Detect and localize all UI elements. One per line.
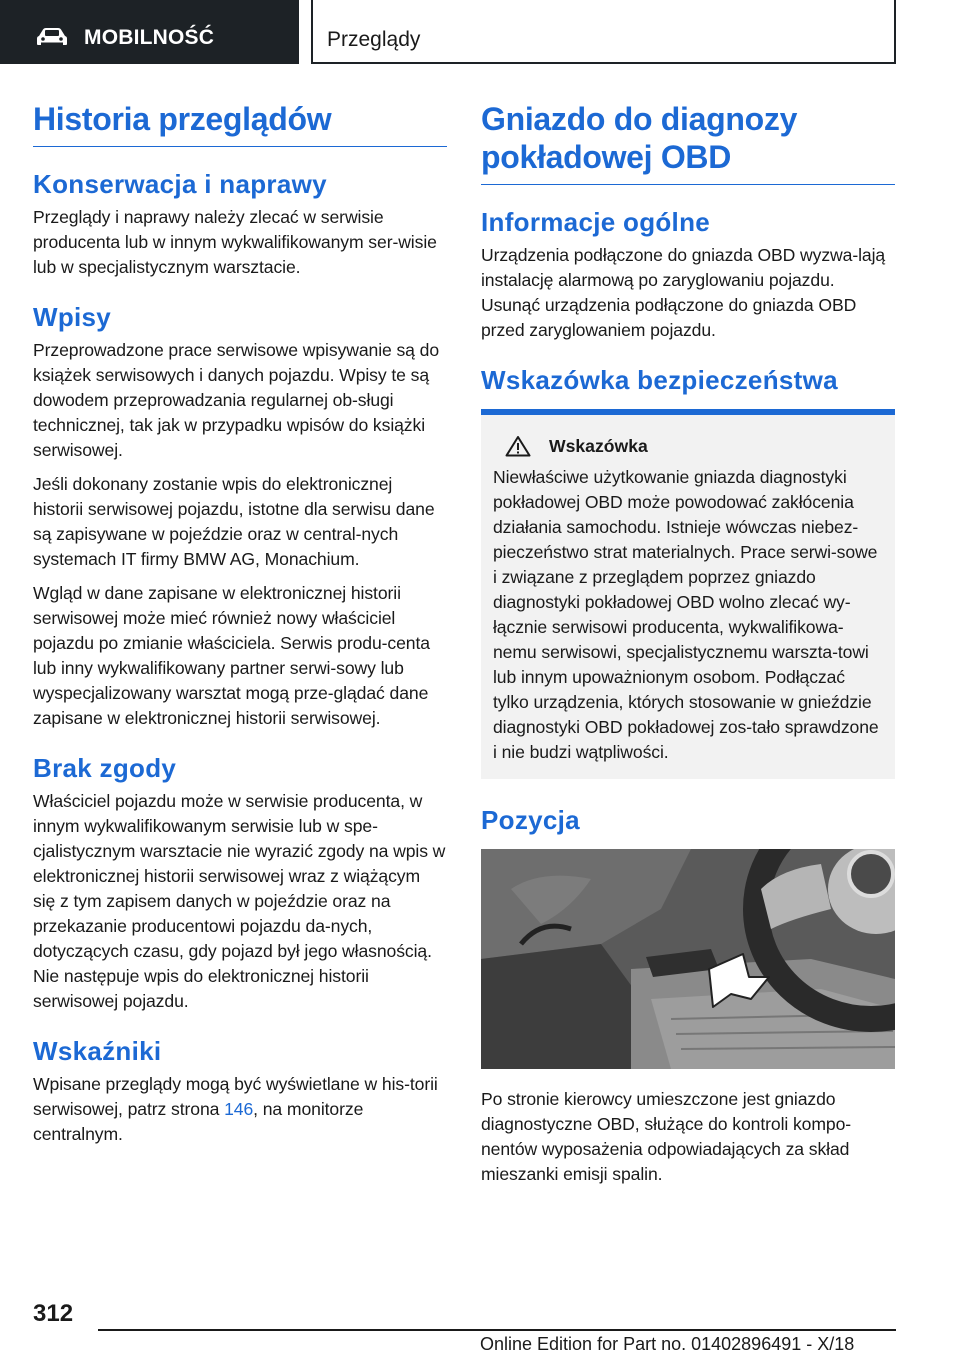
car-icon: [36, 27, 68, 47]
general-info-paragraph: Urządzenia podłączone do gniazda OBD wyzwa-lają instalację alarmową po zaryglowaniu pojazdu. Usunąć urządzenia podłączone do gniazda OBD przed zaryglowaniem pojazdu.: [481, 245, 886, 340]
page-header: [0, 0, 960, 66]
entries-paragraph-2: Jeśli dokonany zostanie wpis do elektronicznej historii serwisowej pojazdu, istotne dla serwisu dane są zapisywane w pojeździe oraz w central-nych systemach IT firmy BMW AG, Monachium.: [33, 474, 435, 569]
safety-note-heading: Wskazówka bezpieczeństwa: [481, 365, 838, 395]
entries-heading: Wpisy: [33, 302, 112, 332]
maintenance-heading: Konserwacja i naprawy: [33, 169, 327, 199]
indicators-paragraph: Wpisane przeglądy mogą być wyświetlane w his-torii serwisowej, patrz strona 146, na monitorze centralnym.: [33, 1074, 438, 1144]
section-label: MOBILNOŚĆ: [84, 26, 215, 49]
note-text: Niewłaściwe użytkowanie gniazda diagnostyki pokładowej OBD może powodować zakłócenia działania samochodu. Istnieje wówczas niebez-pieczeństwo strat materialnych. Prace serwi-sowe i związane z przeglądem poprzez gniazdo diagnostyki pokładowej OBD wolno zlecać wy-łącznie serwisowi producenta, wykwalifikowa-nemu serwisowi, specjalistycznemu warszta-towi lub innym upoważnionym osobom. Podłączać tylko urządzenia, których stosowanie w gnieździe diagnostyki OBD pokładowej zos-tało sprawdzone i nie budzi wątpliwości.: [493, 467, 879, 762]
position-paragraph: Po stronie kierowcy umieszczone jest gniazdo diagnostyczne OBD, służące do kontroli kompo-nentów wyposażenia odpowiadających za skład mieszanki emisji spalin.: [481, 1089, 852, 1184]
no-consent-paragraph: Właściciel pojazdu może w serwisie producenta, w innym wykwalifikowanym serwisie lub w spe-cjalistycznym warsztacie nie wyrazić zgody na wpis w elektronicznej historii serwisowej wraz z wiążącym się z tym zapisem danych w pojeździe oraz na przekazanie producentowi pojazdu da-nych, dotyczących czasu, gdy pojazd był jego własnością. Nie następuje wpis do elektronicznej historii serwisowej pojazdu.: [33, 791, 446, 1011]
position-heading: Pozycja: [481, 805, 580, 835]
note-header: [493, 435, 883, 457]
maintenance-paragraph: Przeglądy i naprawy należy zlecać w serwisie producenta lub w innym wykwalifikowanym ser-wisie lub w specjalistycznym warsztacie.: [33, 207, 437, 277]
service-history-title: Historia przeglądów: [33, 100, 447, 147]
entries-paragraph-3: Wgląd w dane zapisane w elektronicznej historii serwisowej może mieć również nowy właściciel pojazdu po zmianie właściciela. Serwis produ-centa lub inny wykwalifikowany partner serwi-sowy lub wyspecjalizowany warsztat mogą prze-glądać dane zapisane w elektronicznej historii serwisowej.: [33, 583, 430, 728]
car-interior-illustration: [481, 849, 895, 1069]
obd-location-photo: [481, 849, 895, 1069]
chapter-tab[interactable]: [311, 0, 896, 64]
safety-note-box: [481, 409, 895, 779]
indicators-heading: Wskaźniki: [33, 1036, 162, 1066]
section-tab[interactable]: [0, 0, 299, 64]
right-column: [481, 100, 895, 1196]
footer-divider: [98, 1329, 896, 1331]
warning-triangle-icon: [505, 435, 531, 457]
general-info-heading: Informacje ogólne: [481, 207, 711, 237]
entries-paragraph-1: Przeprowadzone prace serwisowe wpisywanie są do książek serwisowych i danych pojazdu. Wpisy te są dowodem przeprowadzania regularnej ob-sługi technicznej, tak jak w przypadku wpisów do książki serwisowej.: [33, 340, 440, 460]
left-column: [33, 100, 447, 1156]
edition-text: Online Edition for Part no. 01402896491 - X/18: [480, 1334, 855, 1354]
obd-socket-title: Gniazdo do diagnozy pokładowej OBD: [481, 100, 895, 185]
page-reference-link[interactable]: 146: [224, 1099, 254, 1119]
page-number: 312: [33, 1300, 74, 1327]
note-title: Wskazówka: [549, 435, 648, 456]
chapter-label: Przeglądy: [327, 28, 421, 51]
no-consent-heading: Brak zgody: [33, 753, 177, 783]
